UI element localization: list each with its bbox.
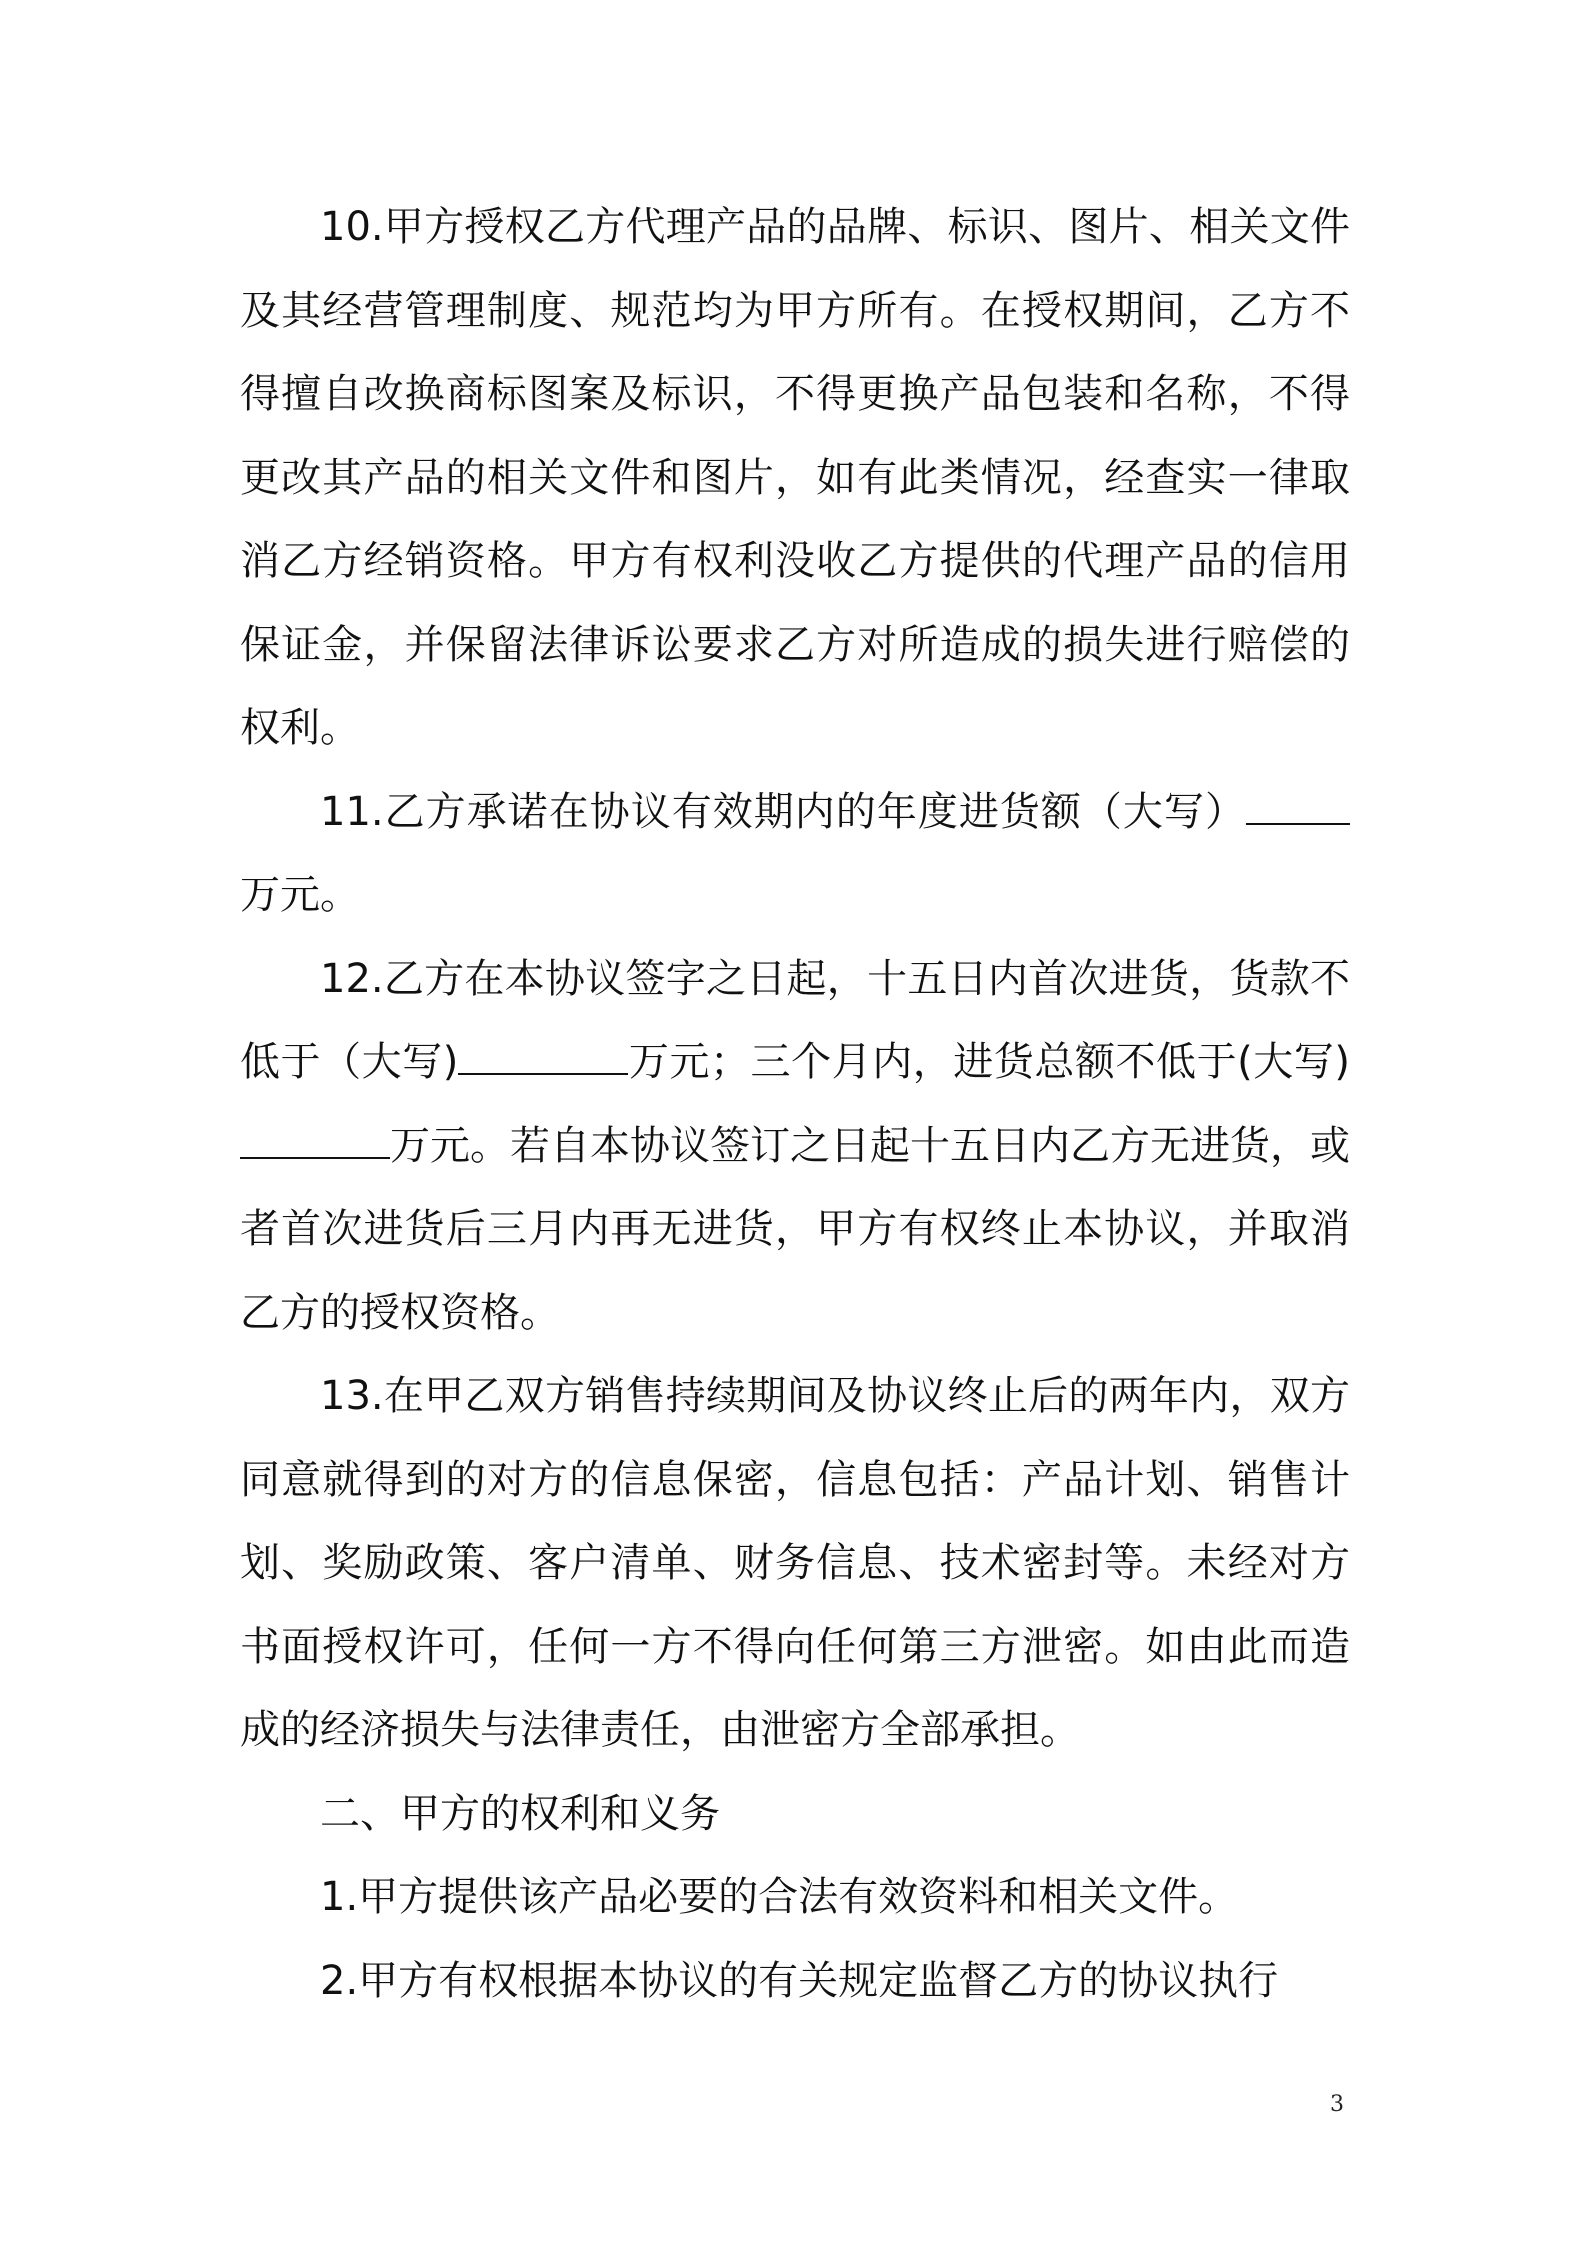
clause-12-paragraph: [240, 938, 1350, 1356]
section-2-heading: 二、甲方的权利和义务: [320, 1790, 720, 1837]
three-month-total-amount-blank: [240, 1115, 390, 1159]
section-2-item-1: 1.甲方提供该产品必要的合法有效资料和相关文件。: [320, 1874, 1239, 1920]
document-body: [240, 186, 1350, 2023]
clause-12-text-start: 12.乙方在本协议签字之日起，十五日内首次进货，货款不低于（大写): [240, 955, 1350, 1085]
clause-12-text-end: 万元。若自本协议签订之日起十五日内乙方无进货，或者首次进货后三月内再无进货，甲方有权终止本协议，并取消乙方的授权资格。: [240, 1122, 1350, 1336]
clause-12-text-middle: 万元；三个月内，进货总额不低于(大写): [628, 1039, 1350, 1085]
clause-11-text-start: 11.乙方承诺在协议有效期内的年度进货额（大写）: [320, 788, 1246, 835]
annual-purchase-amount-blank: [1246, 781, 1350, 825]
clause-11-text-end: 万元。: [240, 872, 360, 918]
clause-13-paragraph: 13.在甲乙双方销售持续期间及协议终止后的两年内，双方同意就得到的对方的信息保密，信息包括：产品计划、销售计划、奖励政策、客户清单、财务信息、技术密封等。未经对方书面授权许可，任何一方不得向任何第三方泄密。如由此而造成的经济损失与法律责任，由泄密方全部承担。: [240, 1373, 1350, 1753]
page-number: 3: [1330, 2092, 1344, 2117]
clause-10-paragraph: 10.甲方授权乙方代理产品的品牌、标识、图片、相关文件及其经营管理制度、规范均为甲方所有。在授权期间，乙方不得擅自改换商标图案及标识，不得更换产品包装和名称，不得更改其产品的相关文件和图片，如有此类情况，经查实一律取消乙方经销资格。甲方有权利没收乙方提供的代理产品的信用保证金，并保留法律诉讼要求乙方对所造成的损失进行赔偿的权利。: [240, 204, 1350, 751]
clause-11-paragraph: [240, 771, 1350, 938]
section-2-item-2: 2.甲方有权根据本协议的有关规定监督乙方的协议执行: [320, 1957, 1279, 2004]
first-payment-amount-blank: [458, 1031, 628, 1075]
